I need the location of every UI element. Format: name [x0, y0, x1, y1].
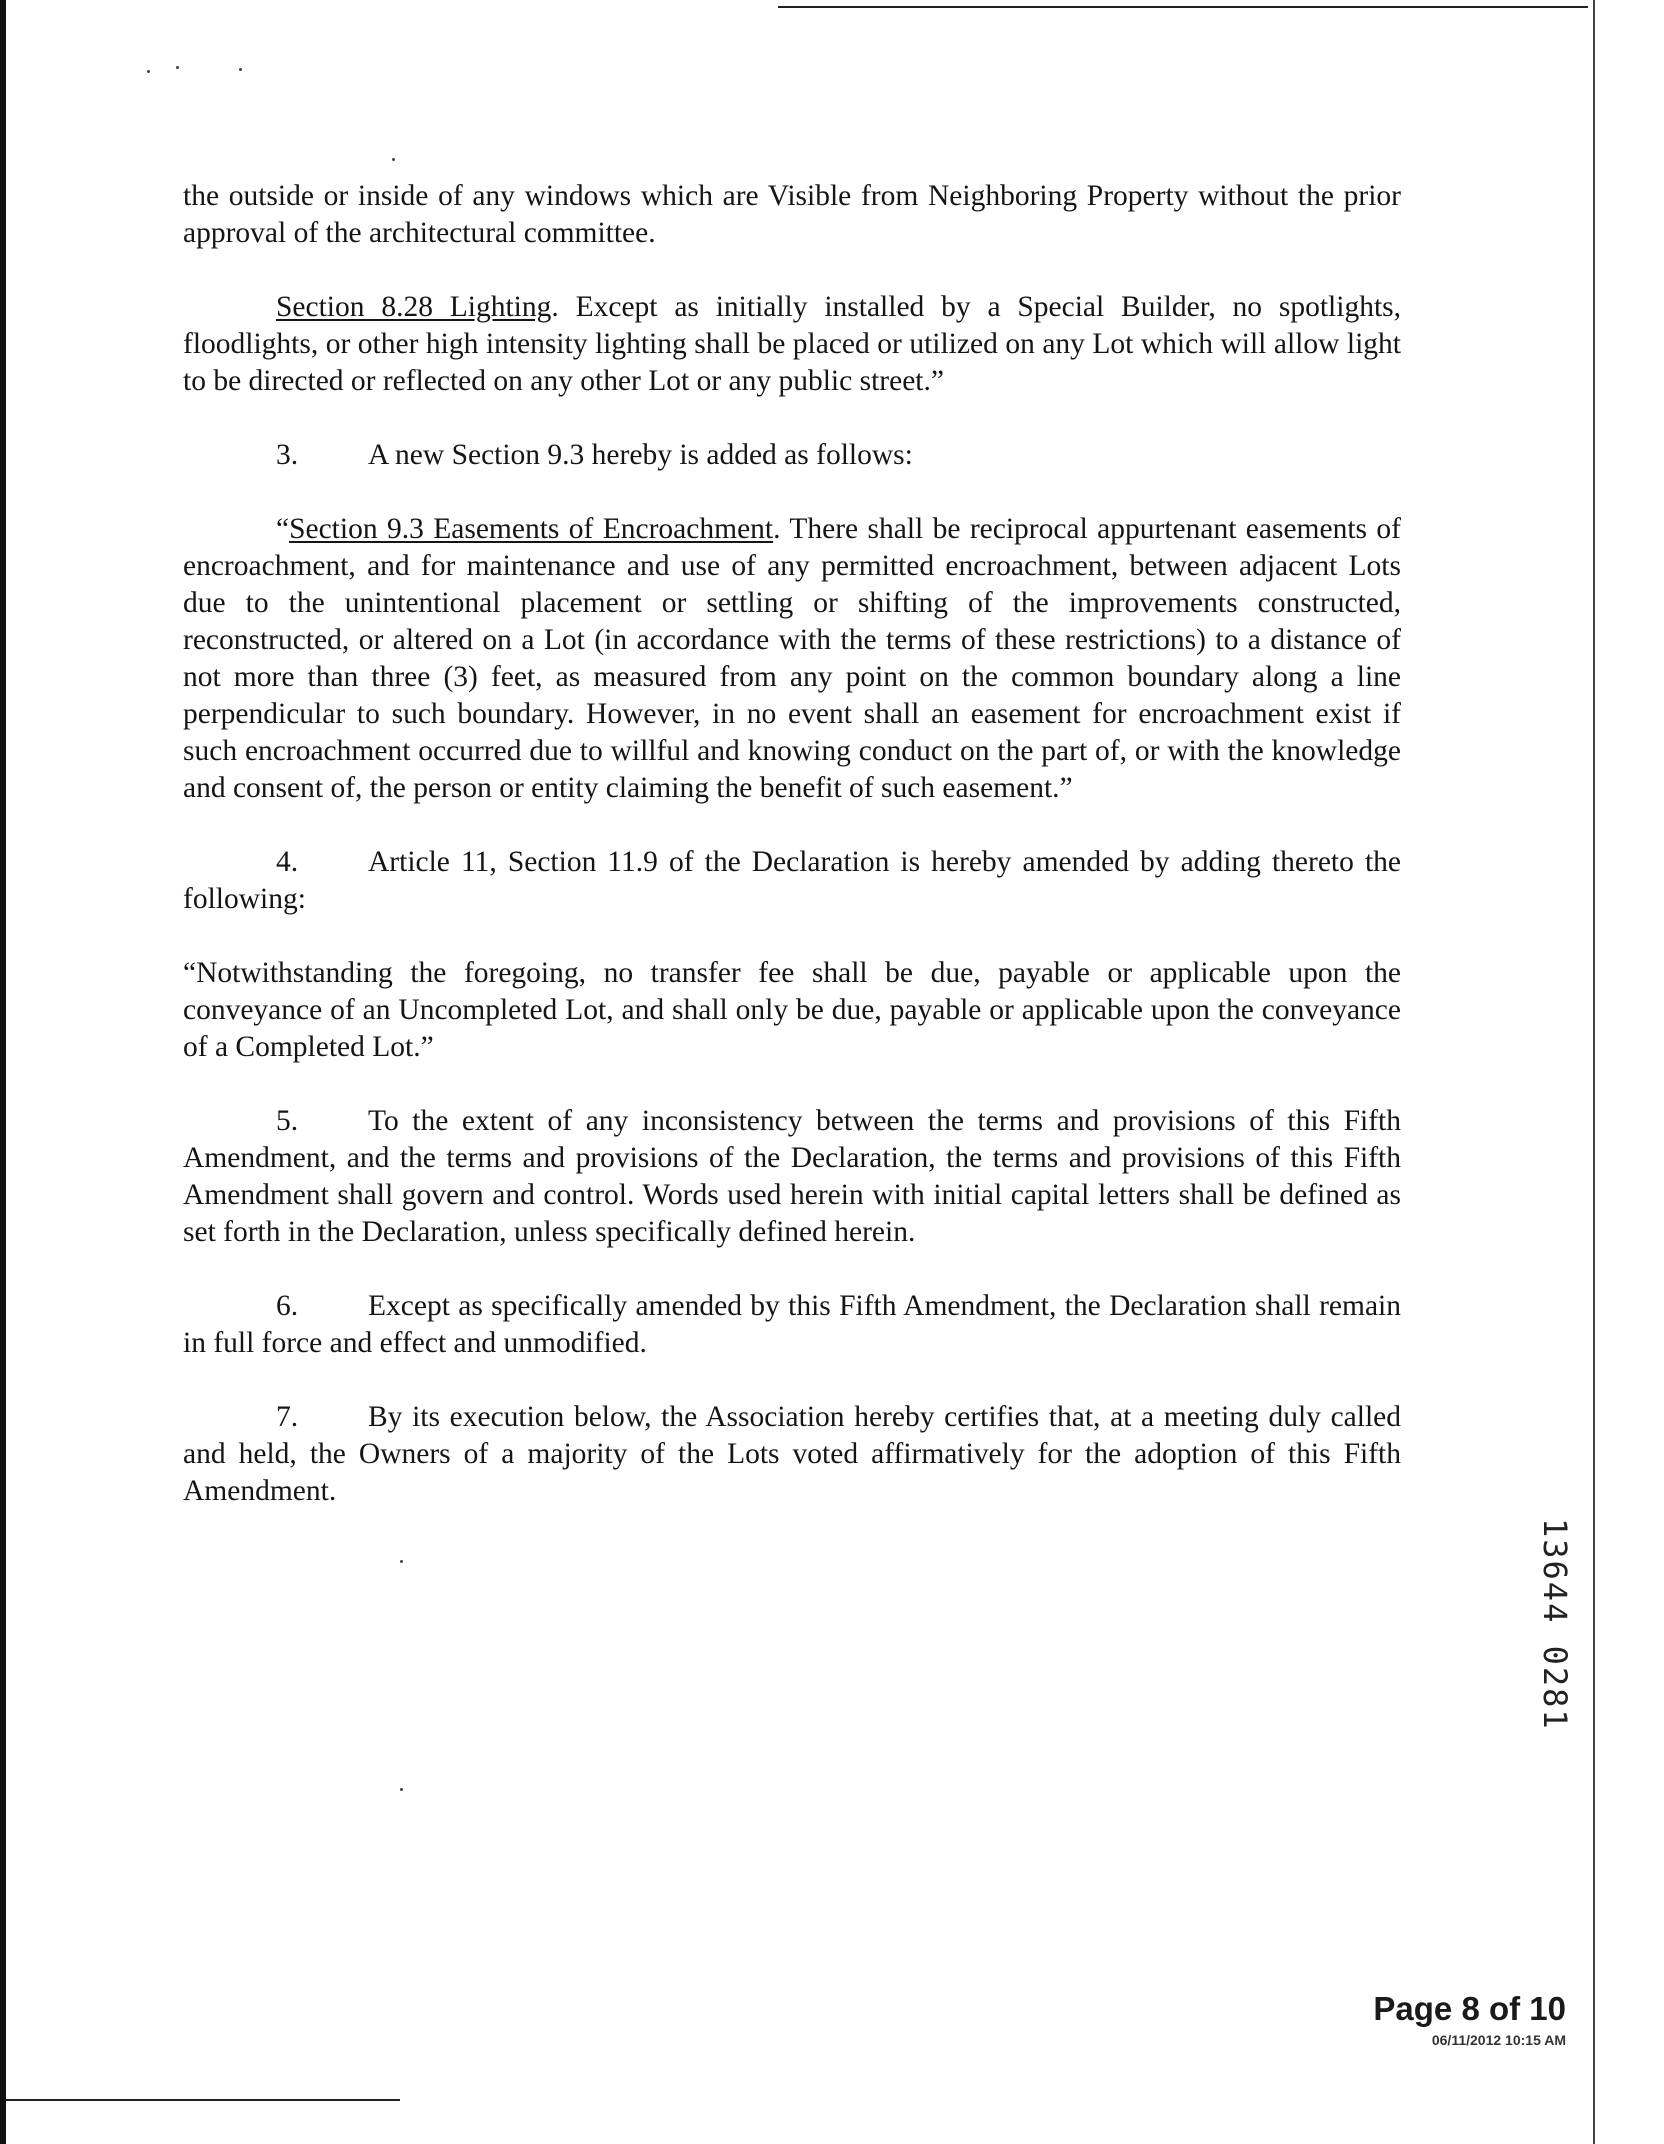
item-5-paragraph — [183, 1103, 1401, 1251]
item-7-text: By its execution below, the Association hereby certifies that, at a meeting duly called and held, the Owners of a majority of the Lots voted affirmatively for the adoption of this Fifth Amendment. — [183, 1401, 1401, 1507]
section-9-3-heading: Section 9.3 Easements of Encroachment — [289, 513, 774, 545]
item-4-paragraph — [183, 844, 1401, 918]
item-6-paragraph — [183, 1288, 1401, 1362]
scan-speck — [392, 158, 395, 161]
item-6-number: 6. — [276, 1290, 299, 1322]
section-9-3-open-quote: “ — [276, 513, 290, 545]
section-9-3-paragraph — [183, 511, 1401, 807]
item-6-text: Except as specifically amended by this Fifth Amendment, the Declaration shall remain in full force and effect and unmodified. — [183, 1290, 1401, 1359]
item-5-text: To the extent of any inconsistency between the terms and provisions of this Fifth Amendment, and the terms and provisions of the Declaration, the terms and provisions of this Fifth Amendment shall govern and control. Words used herein with initial capital letters shall be defined as set forth in the Declaration, unless specifically defined herein. — [183, 1105, 1401, 1248]
recording-number-stamp: 13644 0281 — [1536, 1518, 1574, 1731]
page-number: Page 8 of 10 — [1373, 1990, 1566, 2027]
section-8-28-body: . Except as initially installed by a Special Builder, no spotlights, floodlights, or other high intensity lighting shall be placed or utilized on any Lot which will allow light to be directed or reflected on any other Lot or any public street.” — [183, 291, 1402, 397]
scan-speck — [400, 1788, 403, 1791]
scan-speck — [239, 68, 242, 71]
notwithstanding-paragraph — [183, 955, 1401, 1066]
item-4-text: Article 11, Section 11.9 of the Declaration is hereby amended by adding thereto the following: — [183, 846, 1401, 915]
scan-left-edge — [0, 0, 6, 2144]
scan-top-rule — [778, 6, 1588, 8]
notwithstanding-text: “Notwithstanding the foregoing, no transfer fee shall be due, payable or applicable upon the conveyance of an Uncompleted Lot, and shall only be due, payable or applicable upon the conveyance of a Completed Lot.” — [183, 957, 1401, 1063]
continuation-text: the outside or inside of any windows which are Visible from Neighboring Property without the prior approval of the architectural committee. — [183, 180, 1401, 249]
item-3-paragraph — [183, 437, 1401, 474]
scan-speck — [400, 1560, 403, 1563]
continuation-paragraph — [183, 178, 1401, 252]
item-3-number: 3. — [276, 439, 299, 471]
scan-speck — [147, 70, 150, 73]
page-timestamp: 06/11/2012 10:15 AM — [1431, 2032, 1566, 2048]
section-9-3-body: . There shall be reciprocal appurtenant easements of encroachment, and for maintenance and use of any permitted encroachment, between adjacent Lots due to the unintentional placement or settling or shifting of the improvements constructed, reconstructed, or altered on a Lot (in accordance with the terms of these restrictions) to a distance of not more than three (3) feet, as measured from any point on the common boundary along a line perpendicular to such boundary. However, in no event shall an easement for encroachment exist if such encroachment occurred due to willful and knowing conduct on the part of, or with the knowledge and consent of, the person or entity claiming the benefit of such easement.” — [183, 513, 1401, 804]
scan-speck — [176, 66, 179, 69]
section-8-28-paragraph — [183, 289, 1401, 400]
item-5-number: 5. — [276, 1105, 299, 1137]
scan-right-rule — [1593, 0, 1595, 2144]
item-4-number: 4. — [276, 846, 299, 878]
item-7-paragraph — [183, 1399, 1401, 1510]
scan-bottom-rule — [6, 2099, 400, 2101]
section-8-28-heading: Section 8.28 Lighting — [276, 291, 552, 323]
item-7-number: 7. — [276, 1401, 299, 1433]
item-3-text: A new Section 9.3 hereby is added as follows: — [368, 439, 913, 471]
